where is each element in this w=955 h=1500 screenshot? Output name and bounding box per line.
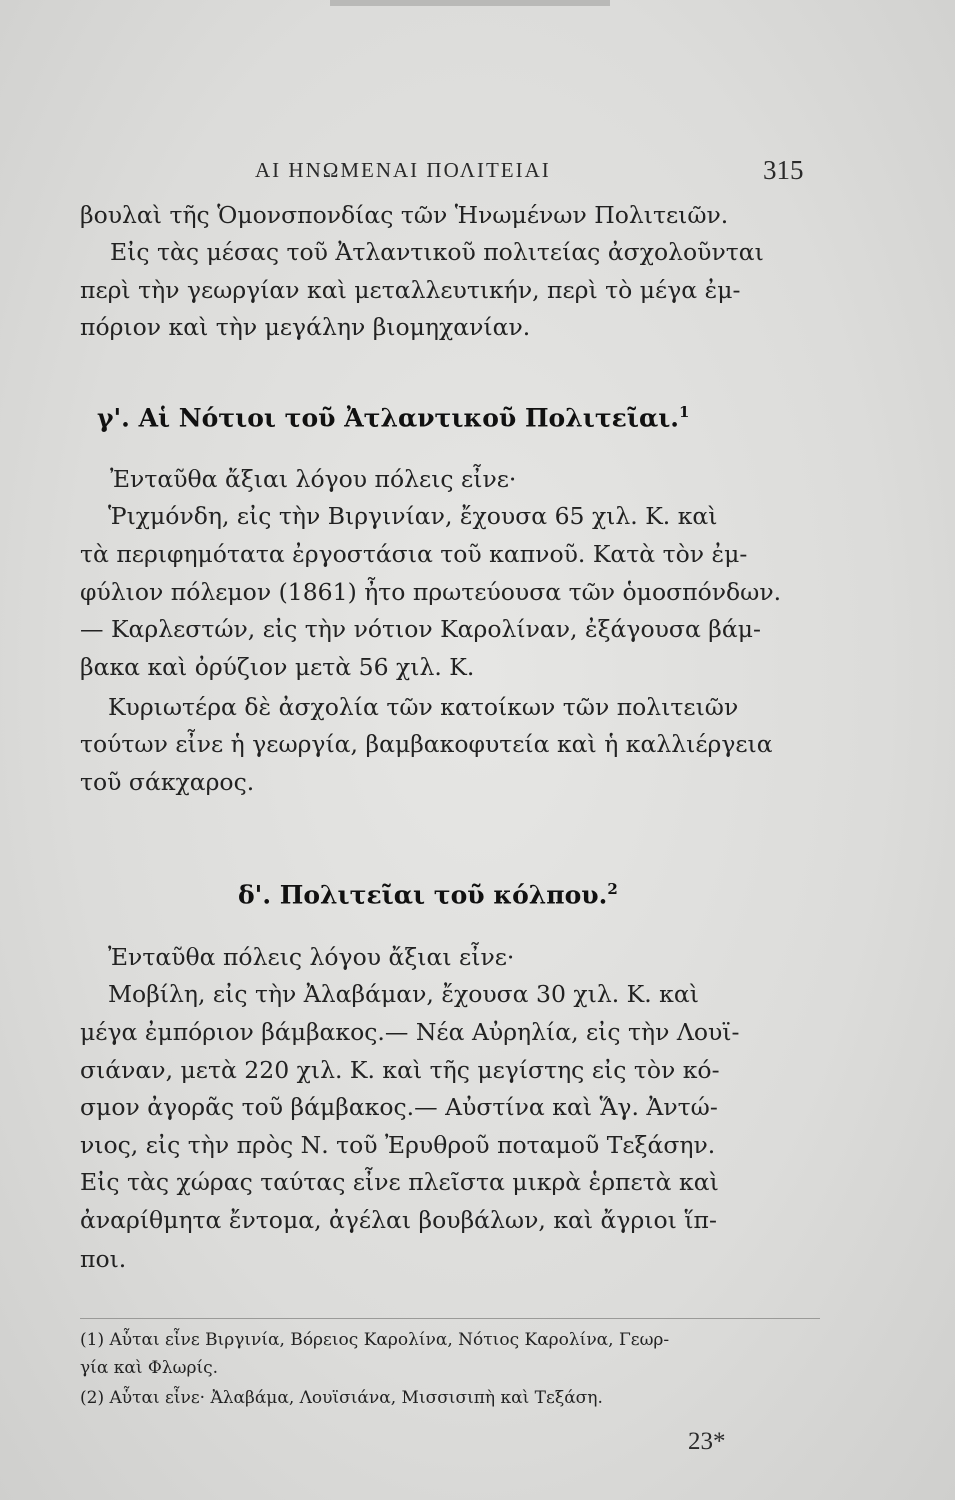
section-heading-text: δ'. Πολιτεῖαι τοῦ κόλπου. xyxy=(238,880,608,910)
footnote-1-cont xyxy=(80,1358,218,1378)
text-line: βουλαὶ τῆς Ὁμονσπονδίας τῶν Ἡνωμένων Πολιτειῶν. xyxy=(80,201,729,229)
text-line: τούτων εἶνε ἡ γεωργία, βαμβακοφυτεία καὶ ἡ καλλιέργεια xyxy=(80,730,773,758)
text-line: τοῦ σάκχαρος. xyxy=(80,768,255,796)
text-line: τὰ περιφημότατα ἐργοστάσια τοῦ καπνοῦ. Κατὰ τὸν ἐμ- xyxy=(80,540,748,568)
running-title: ΑΙ ΗΝΩΜΕΝΑΙ ΠΟΛΙΤΕΙΑΙ xyxy=(255,158,551,182)
text-line: Ἐνταῦθα ἄξιαι λόγου πόλεις εἶνε· xyxy=(110,465,517,493)
section-heading-c xyxy=(97,403,689,432)
footnote-1 xyxy=(80,1330,669,1350)
text-line: πόριον καὶ τὴν μεγάλην βιομηχανίαν. xyxy=(80,313,531,341)
section-heading-d xyxy=(238,880,618,909)
text-line: νιος, εἰς τὴν πρὸς Ν. τοῦ Ἐρυθροῦ ποταμοῦ Τεξάσην. xyxy=(80,1131,716,1159)
footnote-rule xyxy=(80,1318,820,1319)
text-line: μέγα ἐμπόριον βάμβακος.— Νέα Αὐρηλία, εἰς τὴν Λουϊ- xyxy=(80,1018,740,1046)
text-line: ἀναρίθμητα ἔντομα, ἀγέλαι βουβάλων, καὶ ἄγριοι ἵπ- xyxy=(80,1206,717,1234)
text-line: Ἐνταῦθα πόλεις λόγου ἄξιαι εἶνε· xyxy=(108,943,515,971)
text-line: Εἰς τὰς χώρας ταύτας εἶνε πλεῖστα μικρὰ ἑρπετὰ καὶ xyxy=(80,1168,719,1196)
text-line: Μοβίλη, εἰς τὴν Ἀλαβάμαν, ἔχουσα 30 χιλ. Κ. καὶ xyxy=(108,980,699,1008)
footnote-line: γία καὶ Φλωρίς. xyxy=(80,1358,219,1378)
text-line: περὶ τὴν γεωργίαν καὶ μεταλλευτικήν, περὶ τὸ μέγα ἐμ- xyxy=(80,276,741,304)
text-line: — Καρλεστών, εἰς τὴν νότιον Καρολίναν, ἐξάγουσα βάμ- xyxy=(80,615,761,643)
text-line: σμον ἀγορᾶς τοῦ βάμβακος.— Αὐστίνα καὶ Ἅγ. Ἀντώ- xyxy=(80,1093,718,1121)
text-line: Κυριωτέρα δὲ ἀσχολία τῶν κατοίκων τῶν πολιτειῶν xyxy=(108,693,739,721)
text-line: σιάναν, μετὰ 220 χιλ. Κ. καὶ τῆς μεγίστης εἰς τὸν κό- xyxy=(80,1056,720,1084)
footnote-marker: 1 xyxy=(679,403,690,421)
text-line: βακα καὶ ὀρύζιον μετὰ 56 χιλ. Κ. xyxy=(80,653,475,681)
footnote-marker: 2 xyxy=(607,880,618,898)
section-heading-text: γ'. Αἱ Νότιοι τοῦ Ἀτλαντικοῦ Πολιτεῖαι. xyxy=(97,403,680,433)
signature-mark: 23* xyxy=(688,1428,726,1455)
text-line: ποι. xyxy=(80,1245,127,1273)
text-line: Εἰς τὰς μέσας τοῦ Ἀτλαντικοῦ πολιτείας ἀσχολοῦνται xyxy=(110,238,764,266)
footnote-2 xyxy=(80,1388,603,1408)
text-line: φύλιον πόλεμον (1861) ἦτο πρωτεύουσα τῶν ὁμοσπόνδων. xyxy=(80,578,782,606)
page-top-shadow xyxy=(330,0,610,6)
footnote-line: (2) Αὗται εἶνε· Ἀλαβάμα, Λουϊσιάνα, Μισσισιπὴ καὶ Τεξάση. xyxy=(80,1388,603,1408)
footnote-line: (1) Αὗται εἶνε Βιργινία, Βόρειος Καρολίνα, Νότιος Καρολίνα, Γεωρ- xyxy=(80,1330,670,1350)
page-number: 315 xyxy=(763,155,804,185)
text-line: Ῥιχμόνδη, εἰς τὴν Βιργινίαν, ἔχουσα 65 χιλ. Κ. καὶ xyxy=(108,502,718,530)
